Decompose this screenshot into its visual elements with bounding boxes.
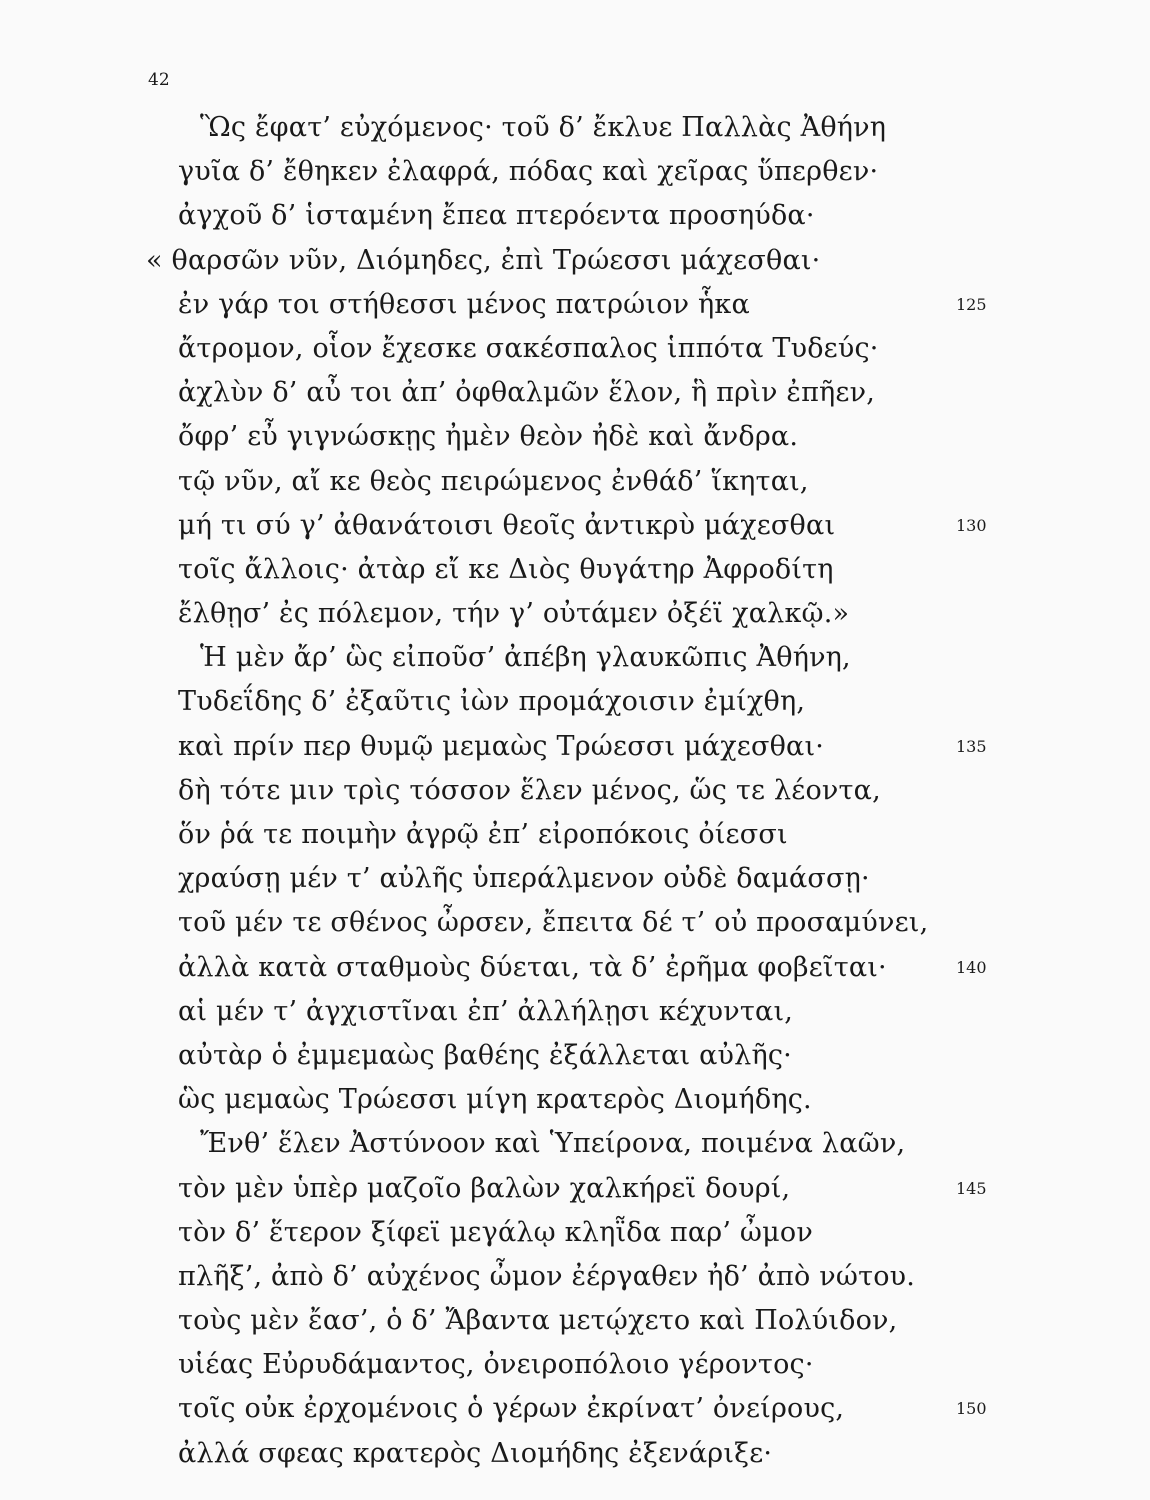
verse-text: ἀλλά σφεας κρατερὸς Διομήδης ἐξενάριξε·	[178, 1437, 773, 1469]
verse-line	[0, 1255, 1150, 1299]
verse-block	[0, 106, 1150, 1476]
verse-text: ἀγχοῦ δ’ ἱσταμένη ἔπεα πτερόεντα προσηύδα·	[178, 200, 815, 232]
verse-text: ὄφρ’ εὖ γιγνώσκῃς ἠμὲν θεὸν ἠδὲ καὶ ἄνδρα.	[178, 421, 799, 453]
verse-line	[0, 283, 1150, 327]
verse-line	[0, 327, 1150, 371]
verse-line	[0, 1432, 1150, 1476]
verse-text: τῷ νῦν, αἴ κε θεὸς πειρώμενος ἐνθάδ’ ἵκηται,	[178, 465, 809, 497]
verse-line	[0, 504, 1150, 548]
line-number: 130	[956, 515, 987, 535]
verse-text: πλῆξ’, ἀπὸ δ’ αὐχένος ὦμον ἐέργαθεν ἠδ’ ἀπὸ νώτου.	[178, 1260, 916, 1292]
verse-line	[0, 769, 1150, 813]
verse-line	[0, 1122, 1150, 1166]
verse-line	[0, 813, 1150, 857]
verse-text: τὸν δ’ ἕτερον ξίφεϊ μεγάλῳ κληῗδα παρ’ ὦμον	[178, 1216, 813, 1248]
verse-text: ἐν γάρ τοι στήθεσσι μένος πατρώιον ἧκα	[178, 288, 750, 320]
verse-text: δὴ τότε μιν τρὶς τόσσον ἕλεν μένος, ὥς τε λέοντα,	[178, 774, 881, 806]
verse-line	[0, 1167, 1150, 1211]
verse-text: αὐτὰρ ὁ ἐμμεμαὼς βαθέης ἐξάλλεται αὐλῆς·	[178, 1039, 792, 1071]
verse-text: τοῖς ἄλλοις· ἀτὰρ εἴ κε Διὸς θυγάτηρ Ἀφροδίτη	[178, 553, 834, 585]
verse-line	[0, 636, 1150, 680]
verse-text: χραύσῃ μέν τ’ αὐλῆς ὑπεράλμενον οὐδὲ δαμάσσῃ·	[178, 863, 870, 895]
verse-line	[0, 592, 1150, 636]
line-number: 125	[956, 294, 987, 314]
verse-line	[0, 990, 1150, 1034]
verse-line	[0, 1343, 1150, 1387]
verse-text: ὣς μεμαὼς Τρώεσσι μίγη κρατερὸς Διομήδης.	[178, 1084, 812, 1116]
verse-line	[0, 1299, 1150, 1343]
verse-text: τοῦ μέν τε σθένος ὦρσεν, ἔπειτα δέ τ’ οὐ προσαμύνει,	[178, 907, 929, 939]
verse-text: ἀχλὺν δ’ αὖ τοι ἀπ’ ὀφθαλμῶν ἕλον, ἣ πρὶν ἐπῆεν,	[178, 377, 875, 409]
verse-text: ὅν ῥά τε ποιμὴν ἀγρῷ ἐπ’ εἰροπόκοις ὀίεσσι	[178, 819, 788, 850]
verse-line	[0, 106, 1150, 150]
verse-line	[0, 1211, 1150, 1255]
verse-text: υἱέας Εὐρυδάμαντος, ὀνειροπόλοιο γέροντος·	[178, 1349, 814, 1381]
verse-text: γυῖα δ’ ἔθηκεν ἐλαφρά, πόδας καὶ χεῖρας ὕπερθεν·	[178, 156, 879, 188]
verse-line	[0, 1387, 1150, 1431]
verse-line	[0, 901, 1150, 945]
verse-text: ἄτρομον, οἷον ἔχεσκε σακέσπαλος ἱππότα Τυδεύς·	[178, 332, 879, 364]
verse-text: ἀλλὰ κατὰ σταθμοὺς δύεται, τὰ δ’ ἐρῆμα φοβεῖται·	[178, 951, 887, 983]
verse-line	[0, 460, 1150, 504]
verse-line	[0, 150, 1150, 194]
verse-text: τοὺς μὲν ἔασ’, ὁ δ’ Ἄβαντα μετῴχετο καὶ Πολύιδον,	[178, 1305, 898, 1337]
line-number: 135	[956, 736, 987, 756]
verse-line	[0, 371, 1150, 415]
verse-line	[0, 857, 1150, 901]
verse-line	[0, 946, 1150, 990]
verse-text: τὸν μὲν ὑπὲρ μαζοῖο βαλὼν χαλκήρεϊ δουρί,	[178, 1172, 791, 1204]
verse-text: τοῖς οὐκ ἐρχομένοις ὁ γέρων ἐκρίνατ’ ὀνείρους,	[178, 1393, 845, 1425]
line-number: 150	[956, 1399, 987, 1419]
line-number: 140	[956, 957, 987, 977]
verse-text: ἔλθῃσ’ ἐς πόλεμον, τήν γ’ οὐτάμεν ὀξέϊ χαλκῷ.»	[178, 598, 850, 630]
verse-text: Ὣς ἔφατ’ εὐχόμενος· τοῦ δ’ ἔκλυε Παλλὰς Ἀθήνη	[200, 112, 887, 143]
verse-line	[0, 239, 1150, 283]
verse-text: μή τι σύ γ’ ἀθανάτοισι θεοῖς ἀντικρὺ μάχεσθαι	[178, 509, 836, 541]
verse-text: « θαρσῶν νῦν, Διόμηδες, ἐπὶ Τρώεσσι μάχεσθαι·	[146, 244, 821, 276]
verse-line	[0, 548, 1150, 592]
verse-line	[0, 1078, 1150, 1122]
verse-line	[0, 680, 1150, 724]
verse-text: καὶ πρίν περ θυμῷ μεμαὼς Τρώεσσι μάχεσθαι·	[178, 730, 825, 762]
verse-text: αἱ μέν τ’ ἀγχιστῖναι ἐπ’ ἀλλήλῃσι κέχυνται,	[178, 995, 794, 1027]
verse-text: Τυδεΐδης δ’ ἐξαῦτις ἰὼν προμάχοισιν ἐμίχθη,	[178, 686, 806, 718]
verse-line	[0, 725, 1150, 769]
verse-line	[0, 415, 1150, 459]
verse-line	[0, 194, 1150, 238]
page-number: 42	[148, 70, 170, 90]
verse-text: Ἡ μὲν ἄρ’ ὣς εἰποῦσ’ ἀπέβη γλαυκῶπις Ἀθήνη,	[200, 642, 851, 674]
verse-text: Ἔνθ’ ἕλεν Ἀστύνοον καὶ Ὑπείρονα, ποιμένα λαῶν,	[200, 1128, 906, 1160]
line-number: 145	[956, 1178, 987, 1198]
verse-line	[0, 1034, 1150, 1078]
